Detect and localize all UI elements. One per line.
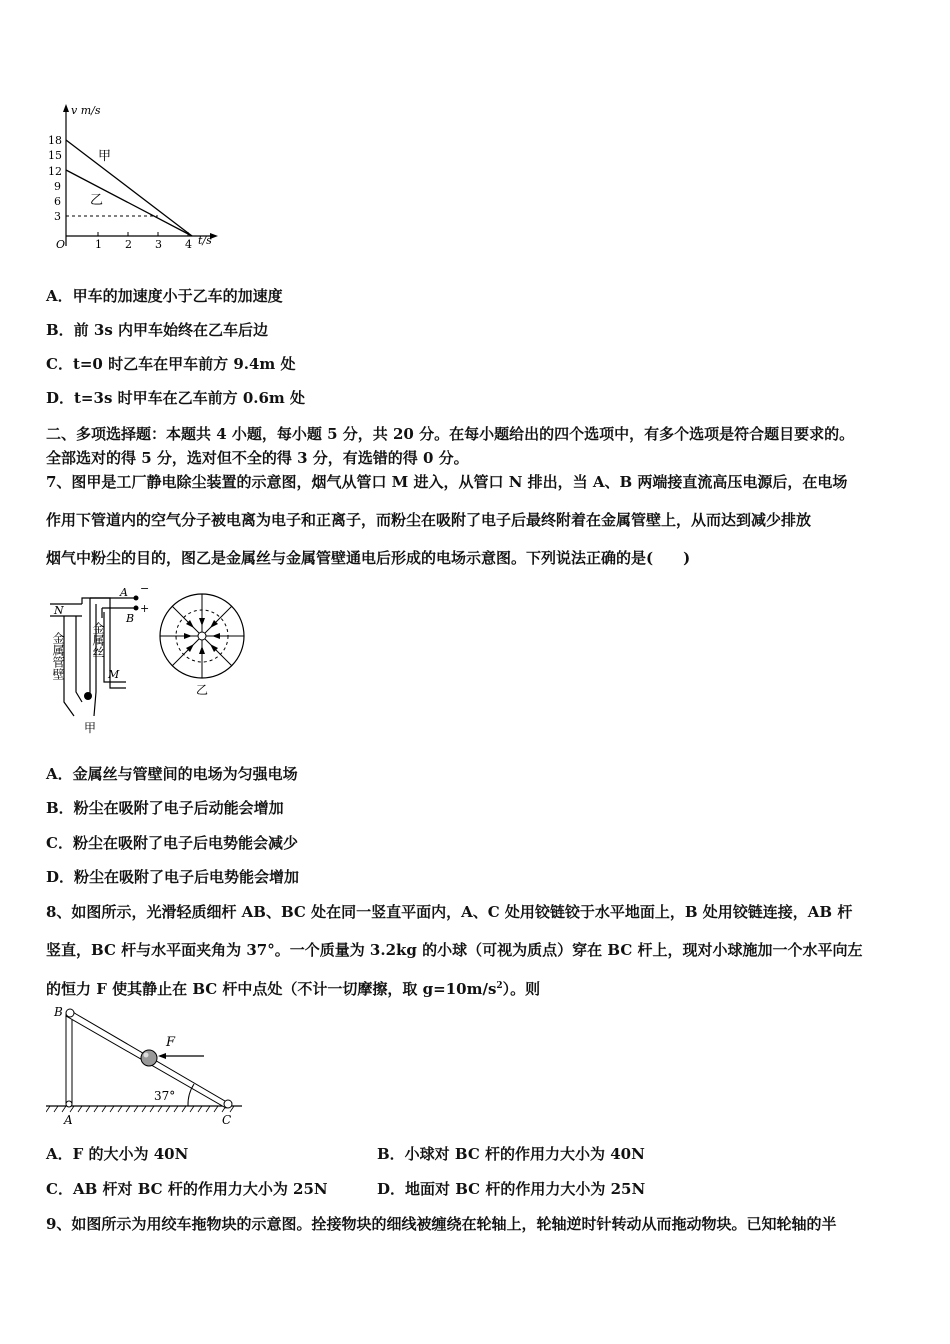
q7-figure <box>46 582 266 736</box>
q8-stem-line3 <box>46 976 908 999</box>
q7-option-b: B．粉尘在吸附了电子后动能会增加 <box>46 799 284 817</box>
q7-option-c: C．粉尘在吸附了电子后电势能会减少 <box>46 834 298 852</box>
q8-option-a: A．F 的大小为 40N <box>46 1145 189 1163</box>
label-b: B <box>54 1005 63 1019</box>
y-tick: 6 <box>54 195 61 208</box>
q8-figure <box>46 1004 246 1130</box>
x-tick: 1 <box>95 238 102 251</box>
q8-option-d: D．地面对 BC 杆的作用力大小为 25N <box>377 1180 646 1198</box>
q6-option-d: D．t=3s 时甲车在乙车前方 0.6m 处 <box>46 389 306 407</box>
label-minus: − <box>140 582 150 595</box>
label-n: N <box>54 604 64 617</box>
y-tick: 15 <box>48 149 62 162</box>
q8-line3-b: ）。则 <box>502 980 541 998</box>
vt-graph <box>44 98 224 252</box>
label-a: A <box>120 586 128 599</box>
x-tick: 3 <box>155 238 162 251</box>
y-tick: 3 <box>54 210 61 223</box>
line-yi-label: 乙 <box>90 193 104 208</box>
label-m: M <box>108 668 120 681</box>
q8-stem-line1: 8、如图所示，光滑轻质细杆 AB、BC 处在同一竖直平面内，A、C 处用铰链铰于水平地面上，B 处用铰链连接，AB 杆 <box>46 903 853 921</box>
label-jia: 甲 <box>84 721 97 735</box>
axis-y-label: v m/s <box>71 104 101 117</box>
line-jia-label: 甲 <box>98 149 112 164</box>
q8-line3-sup: 2 <box>496 981 503 991</box>
q6-option-a: A．甲车的加速度小于乙车的加速度 <box>46 287 283 305</box>
q6-option-c: C．t=0 时乙车在甲车前方 9.4m 处 <box>46 355 296 373</box>
label-plus: + <box>140 602 150 615</box>
q6-option-b: B．前 3s 内甲车始终在乙车后边 <box>46 321 269 339</box>
q7-stem-line2: 作用下管道内的空气分子被电离为电子和正离子，而粉尘在吸附了电子后最终附着在金属管壁上，从而达到减少排放 <box>46 511 812 529</box>
line-yi <box>66 170 192 236</box>
q8-option-b: B．小球对 BC 杆的作用力大小为 40N <box>377 1145 645 1163</box>
origin-label: O <box>56 238 66 251</box>
axis-x-label: t/s <box>198 234 212 247</box>
label-wall: 金属管壁 <box>51 632 65 680</box>
label-f: F <box>166 1035 176 1050</box>
q8-line3-a: 的恒力 F 使其静止在 BC 杆中点处（不计一切摩擦，取 g=10m/s <box>46 980 497 998</box>
label-b: B <box>126 612 135 625</box>
q8-stem-line2: 竖直，BC 杆与水平面夹角为 37°。一个质量为 3.2kg 的小球（可视为质点）穿在 BC 杆上，现对小球施加一个水平向左 <box>46 941 863 959</box>
q8-option-c: C．AB 杆对 BC 杆的作用力大小为 25N <box>46 1180 328 1198</box>
line-jia <box>66 140 192 236</box>
y-tick: 9 <box>54 180 61 193</box>
y-tick: 12 <box>48 165 62 178</box>
label-wire: 金属丝 <box>91 622 105 658</box>
label-c: C <box>222 1113 232 1127</box>
q7-option-a: A．金属丝与管壁间的电场为匀强电场 <box>46 765 298 783</box>
section2-line2: 全部选对的得 5 分，选对但不全的得 3 分，有选错的得 0 分。 <box>46 449 469 467</box>
q9-stem-line1: 9、如图所示为用绞车拖物块的示意图。拴接物块的细线被缠绕在轮轴上，轮轴逆时针转动从而拖动物块。已知轮轴的半 <box>46 1215 837 1233</box>
x-tick: 2 <box>125 238 132 251</box>
q7-stem-line1: 7、图甲是工厂静电除尘装置的示意图，烟气从管口 M 进入，从管口 N 排出，当 A、B 两端接直流高压电源后，在电场 <box>46 473 848 491</box>
label-angle: 37° <box>154 1089 176 1103</box>
section2-line1: 二、多项选择题：本题共 4 小题，每小题 5 分，共 20 分。在每小题给出的四个选项中，有多个选项是符合题目要求的。 <box>46 425 855 443</box>
q7-stem-line3: 烟气中粉尘的目的，图乙是金属丝与金属管壁通电后形成的电场示意图。下列说法正确的是( ) <box>46 549 691 567</box>
y-tick: 18 <box>48 134 62 147</box>
label-yi: 乙 <box>196 683 209 697</box>
label-a: A <box>64 1113 73 1127</box>
x-tick: 4 <box>185 238 192 251</box>
q7-option-d: D．粉尘在吸附了电子后电势能会增加 <box>46 868 300 886</box>
